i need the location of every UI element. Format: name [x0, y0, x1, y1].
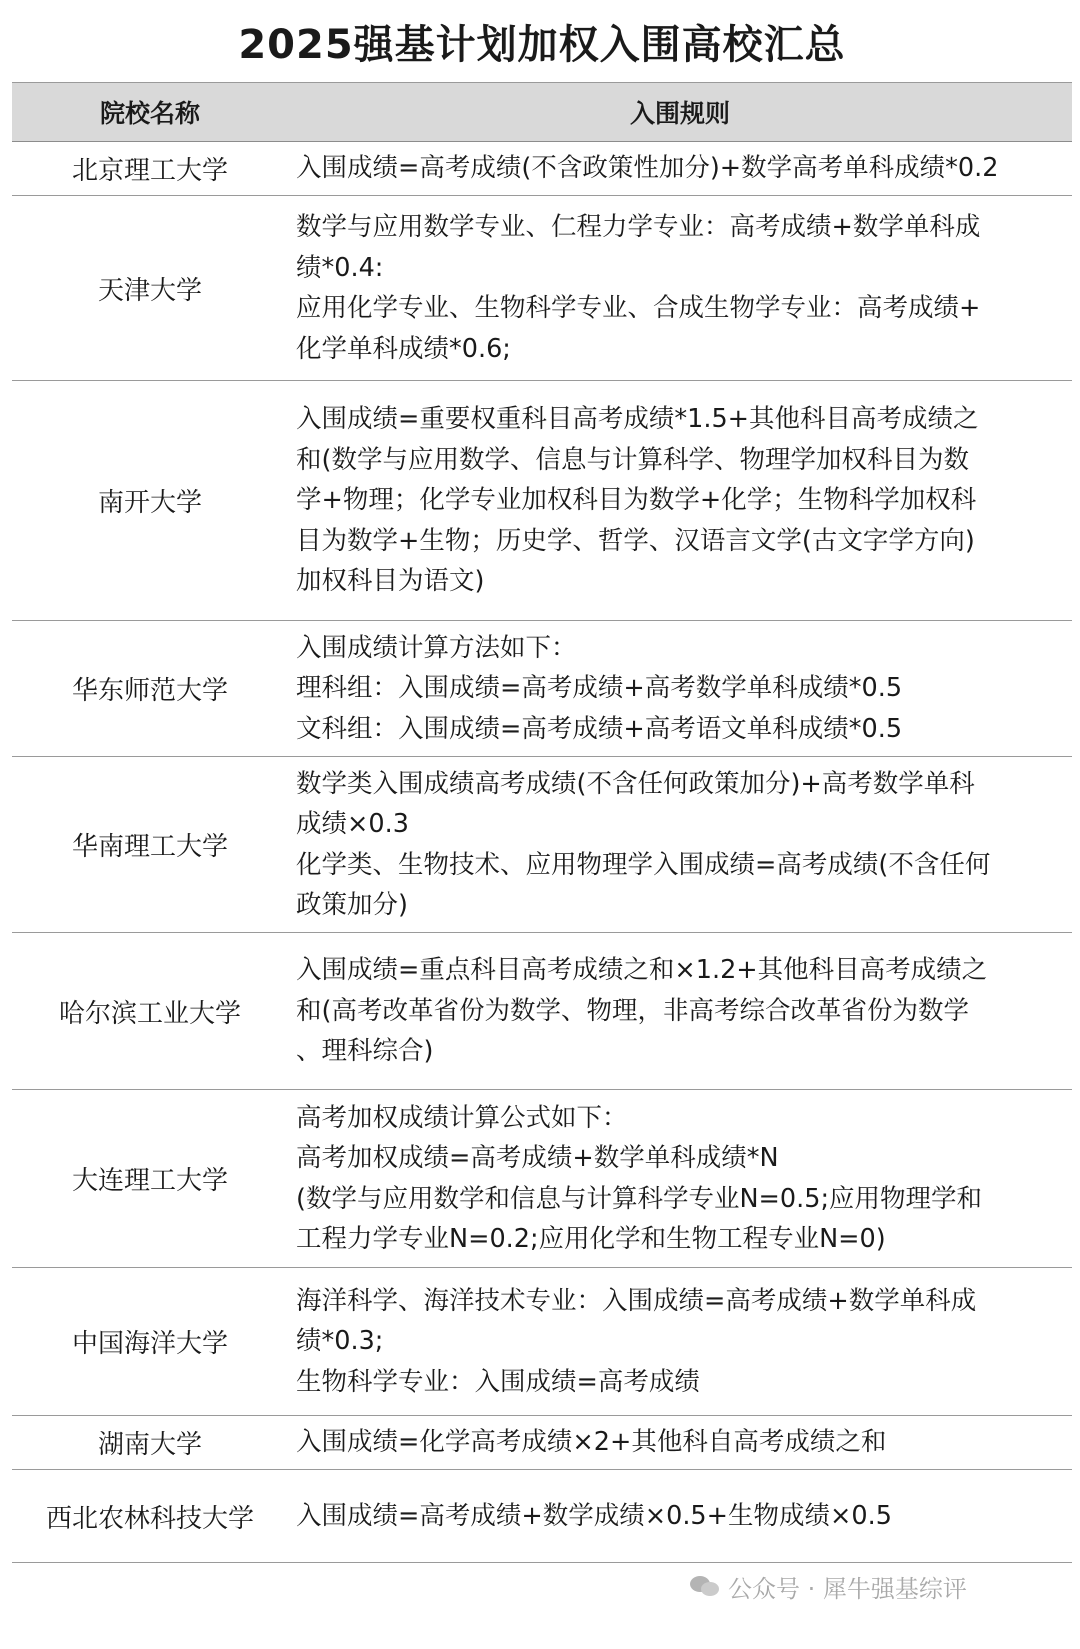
rule-line: 成绩×0.3 — [296, 809, 409, 839]
wechat-icon — [690, 1574, 720, 1598]
table-row — [12, 196, 1072, 381]
rule-line: 理科组：入围成绩=高考成绩+高考数学单科成绩*0.5 — [296, 673, 903, 704]
rule-line: 和(数学与应用数学、信息与计算科学、物理学加权科目为数 — [296, 444, 969, 475]
watermark-text: 公众号 · 犀牛强基综评 — [728, 1574, 967, 1603]
rule-line: 高考加权成绩计算公式如下： — [296, 1102, 628, 1133]
rule-line: 高考加权成绩=高考成绩+数学单科成绩*N — [296, 1143, 779, 1173]
header-school: 院校名称 — [99, 99, 200, 128]
school-name: 北京理工大学 — [71, 156, 228, 186]
table-header — [12, 83, 1072, 142]
school-name: 华南理工大学 — [71, 832, 228, 862]
rule-line: 学+物理；化学专业加权科目为数学+化学；生物科学加权科 — [296, 485, 977, 516]
page-title: 2025强基计划加权入围高校汇总 — [12, 8, 1072, 83]
rule-line: 化学类、生物技术、应用物理学入围成绩=高考成绩(不含任何 — [296, 849, 991, 880]
rule-line: 绩*0.3; — [296, 1326, 384, 1357]
school-name: 华东师范大学 — [71, 676, 228, 706]
table-row — [12, 621, 1072, 757]
table-row — [12, 142, 1072, 196]
school-name: 南开大学 — [97, 488, 202, 518]
admission-rule — [288, 1268, 1072, 1415]
admission-rule — [288, 142, 1072, 195]
rule-line: 化学单科成绩*0.6; — [296, 333, 511, 364]
school-name: 湖南大学 — [97, 1430, 202, 1460]
admission-rule — [288, 933, 1072, 1089]
rule-line: 数学与应用数学专业、仁程力学专业：高考成绩+数学单科成 — [296, 212, 981, 242]
rule-line: 入围成绩=化学高考成绩×2+其他科自高考成绩之和 — [296, 1427, 887, 1458]
rule-line: (数学与应用数学和信息与计算科学专业N=0.5;应用物理学和 — [296, 1183, 983, 1214]
header-rule: 入围规则 — [629, 99, 730, 128]
rule-line: 入围成绩=高考成绩(不含政策性加分)+数学高考单科成绩*0.2 — [296, 153, 999, 184]
table-row — [12, 933, 1072, 1090]
table-row — [12, 381, 1072, 621]
admission-rule — [288, 1470, 1072, 1562]
table-body — [12, 142, 1072, 1563]
admission-rule — [288, 196, 1072, 380]
table-row — [12, 1470, 1072, 1563]
rule-line: 目为数学+生物；历史学、哲学、汉语言文学(古文字学方向) — [296, 525, 975, 556]
watermark — [690, 1566, 967, 1606]
admission-rule — [288, 1416, 1072, 1469]
rule-line: 文科组：入围成绩=高考成绩+高考语文单科成绩*0.5 — [296, 713, 903, 744]
admission-rule — [288, 381, 1072, 620]
table-row — [12, 1090, 1072, 1268]
rule-line: 和(高考改革省份为数学、物理，非高考综合改革省份为数学 — [296, 995, 969, 1026]
admission-rule — [288, 757, 1072, 932]
admission-rule — [288, 621, 1072, 756]
rule-line: 加权科目为语文) — [296, 566, 485, 597]
table-row — [12, 757, 1072, 933]
rule-line: 入围成绩=高考成绩+数学成绩×0.5+生物成绩×0.5 — [296, 1500, 892, 1531]
school-name: 天津大学 — [97, 275, 202, 306]
rule-line: 入围成绩=重点科目高考成绩之和×1.2+其他科目高考成绩之 — [296, 955, 988, 986]
rule-line: 生物科学专业：入围成绩=高考成绩 — [296, 1366, 700, 1397]
rule-line: 入围成绩=重要权重科目高考成绩*1.5+其他科目高考成绩之 — [296, 404, 979, 435]
rule-line: 海洋科学、海洋技术专业：入围成绩=高考成绩+数学单科成 — [296, 1285, 977, 1316]
school-name: 大连理工大学 — [71, 1166, 228, 1196]
rule-line: 入围成绩计算方法如下： — [296, 632, 577, 663]
summary-table — [12, 8, 1072, 1563]
table-row — [12, 1268, 1072, 1416]
school-name: 中国海洋大学 — [71, 1329, 228, 1359]
school-name: 哈尔滨工业大学 — [58, 998, 241, 1029]
school-name: 西北农林科技大学 — [45, 1503, 254, 1534]
table-row — [12, 1416, 1072, 1470]
rule-line: 政策加分) — [296, 890, 408, 920]
rule-line: 应用化学专业、生物科学专业、合成生物学专业：高考成绩+ — [296, 293, 981, 323]
rule-line: 绩*0.4: — [296, 252, 384, 283]
rule-line: 工程力学专业N=0.2;应用化学和生物工程专业N=0) — [296, 1224, 886, 1254]
admission-rule — [288, 1090, 1072, 1267]
rule-line: 、理科综合) — [296, 1036, 434, 1067]
rule-line: 数学类入围成绩高考成绩(不含任何政策加分)+高考数学单科 — [296, 768, 975, 799]
